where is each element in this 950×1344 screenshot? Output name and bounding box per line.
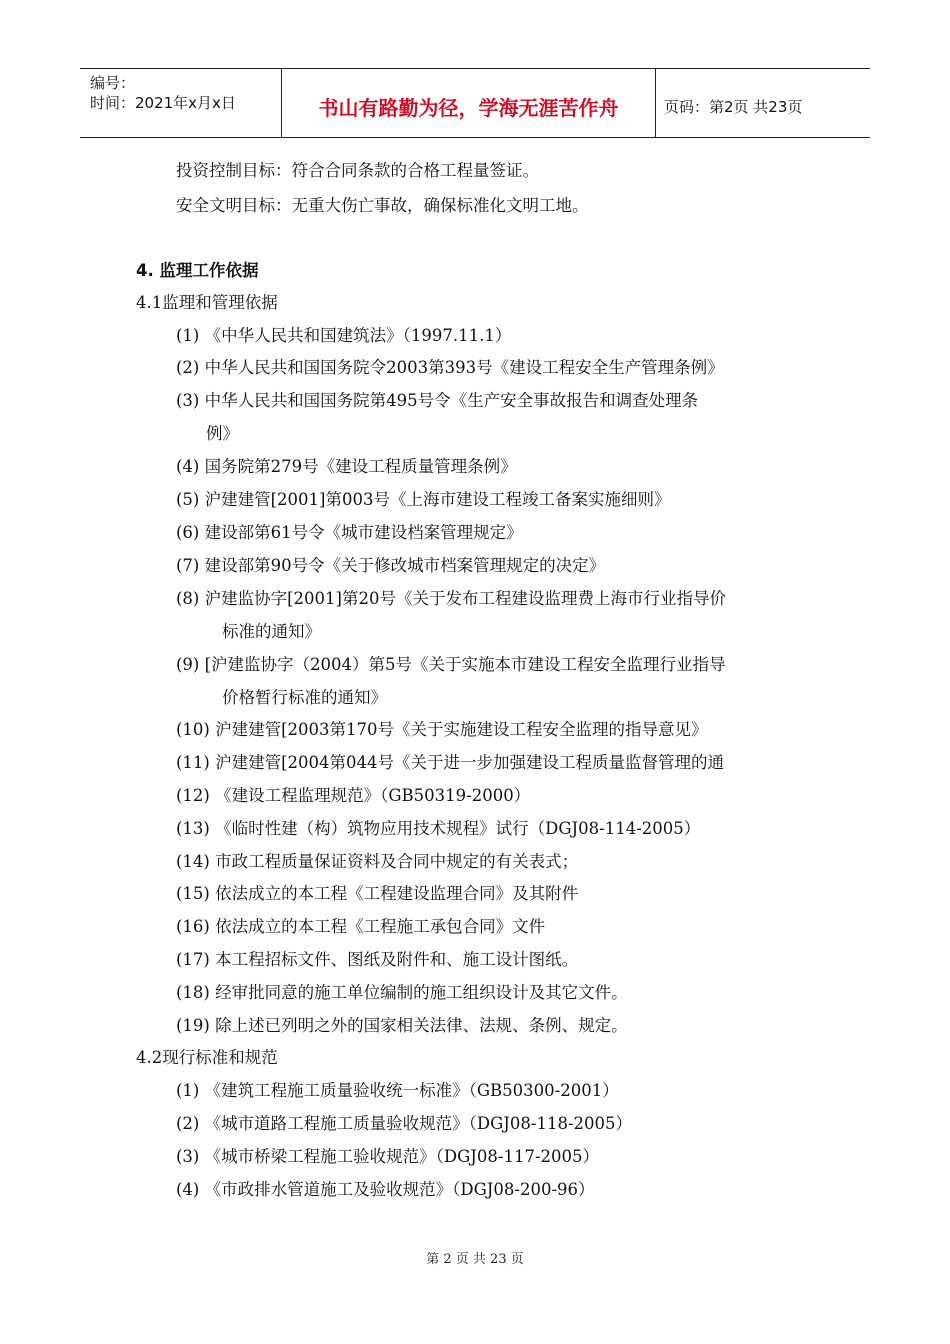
list-item: (3) 中华人民共和国国务院第495号令《生产安全事故报告和调查处理条: [176, 391, 699, 410]
list-item: (18) 经审批同意的施工单位编制的施工组织设计及其它文件。: [176, 983, 628, 1002]
list-item: (9) [沪建监协字（2004）第5号《关于实施本市建设工程安全监理行业指导: [176, 655, 726, 674]
page-footer: 第 2 页 共 23 页: [426, 1252, 524, 1267]
list-item: (17) 本工程招标文件、图纸及附件和、施工设计图纸。: [176, 950, 579, 969]
list-item: (1) 《中华人民共和国建筑法》（1997.11.1）: [176, 326, 512, 345]
list-item: (1) 《建筑工程施工质量验收统一标准》（GB50300-2001）: [176, 1081, 619, 1100]
list-item: (4) 《市政排水管道施工及验收规范》（DGJ08-200-96）: [176, 1180, 595, 1199]
list-item: (16) 依法成立的本工程《工程施工承包合同》文件: [176, 917, 546, 936]
list-item: (15) 依法成立的本工程《工程建设监理合同》及其附件: [176, 884, 579, 903]
list-item-continuation: 价格暂行标准的通知》: [222, 688, 387, 707]
list-item: (11) 沪建建管[2004第044号《关于进一步加强建设工程质量监督管理的通: [176, 753, 725, 772]
goal-safety: 安全文明目标：无重大伤亡事故，确保标准化文明工地。: [176, 196, 589, 215]
list-item: (2) 《城市道路工程施工质量验收规范》（DGJ08-118-2005）: [176, 1114, 633, 1133]
list-item: (10) 沪建建管[2003第170号《关于实施建设工程安全监理的指导意见》: [176, 720, 708, 739]
list-item: (12) 《建设工程监理规范》（GB50319-2000）: [176, 786, 531, 805]
list-item: (3) 《城市桥梁工程施工验收规范》（DGJ08-117-2005）: [176, 1147, 600, 1166]
list-item: (8) 沪建监协字[2001]第20号《关于发布工程建设监理费上海市行业指导价: [176, 589, 726, 608]
list-item-continuation: 例》: [206, 424, 239, 443]
header-page-info: 页码：第2页 共23页: [664, 97, 803, 116]
list-item: (13) 《临时性建（构）筑物应用技术规程》试行（DGJ08-114-2005）: [176, 819, 701, 838]
document-number-label: 编号：: [90, 74, 136, 92]
section-4-heading: 4. 监理工作依据: [136, 261, 259, 280]
document-date: 时间：2021年x月x日: [90, 94, 236, 112]
page-header: [80, 68, 870, 138]
goal-investment: 投资控制目标：符合合同条款的合格工程量签证。: [176, 161, 539, 180]
list-item-continuation: 标准的通知》: [222, 622, 321, 641]
header-meta: [80, 69, 282, 137]
list-item: (5) 沪建建管[2001]第003号《上海市建设工程竣工备案实施细则》: [176, 490, 671, 509]
list-item: (4) 国务院第279号《建设工程质量管理条例》: [176, 457, 517, 476]
list-item: (7) 建设部第90号令《关于修改城市档案管理规定的决定》: [176, 556, 606, 575]
header-motto: 书山有路勤为径，学海无涯苦作舟: [282, 69, 656, 137]
list-item: (19) 除上述已列明之外的国家相关法律、法规、条例、规定。: [176, 1016, 628, 1035]
list-item: (6) 建设部第61号令《城市建设档案管理规定》: [176, 523, 523, 542]
list-item: (14) 市政工程质量保证资料及合同中规定的有关表式；: [176, 852, 579, 871]
section-4-1-heading: 4.1监理和管理依据: [136, 293, 278, 312]
section-4-2-heading: 4.2现行标准和规范: [136, 1048, 278, 1067]
list-item: (2) 中华人民共和国国务院令2003第393号《建设工程安全生产管理条例》: [176, 358, 724, 377]
